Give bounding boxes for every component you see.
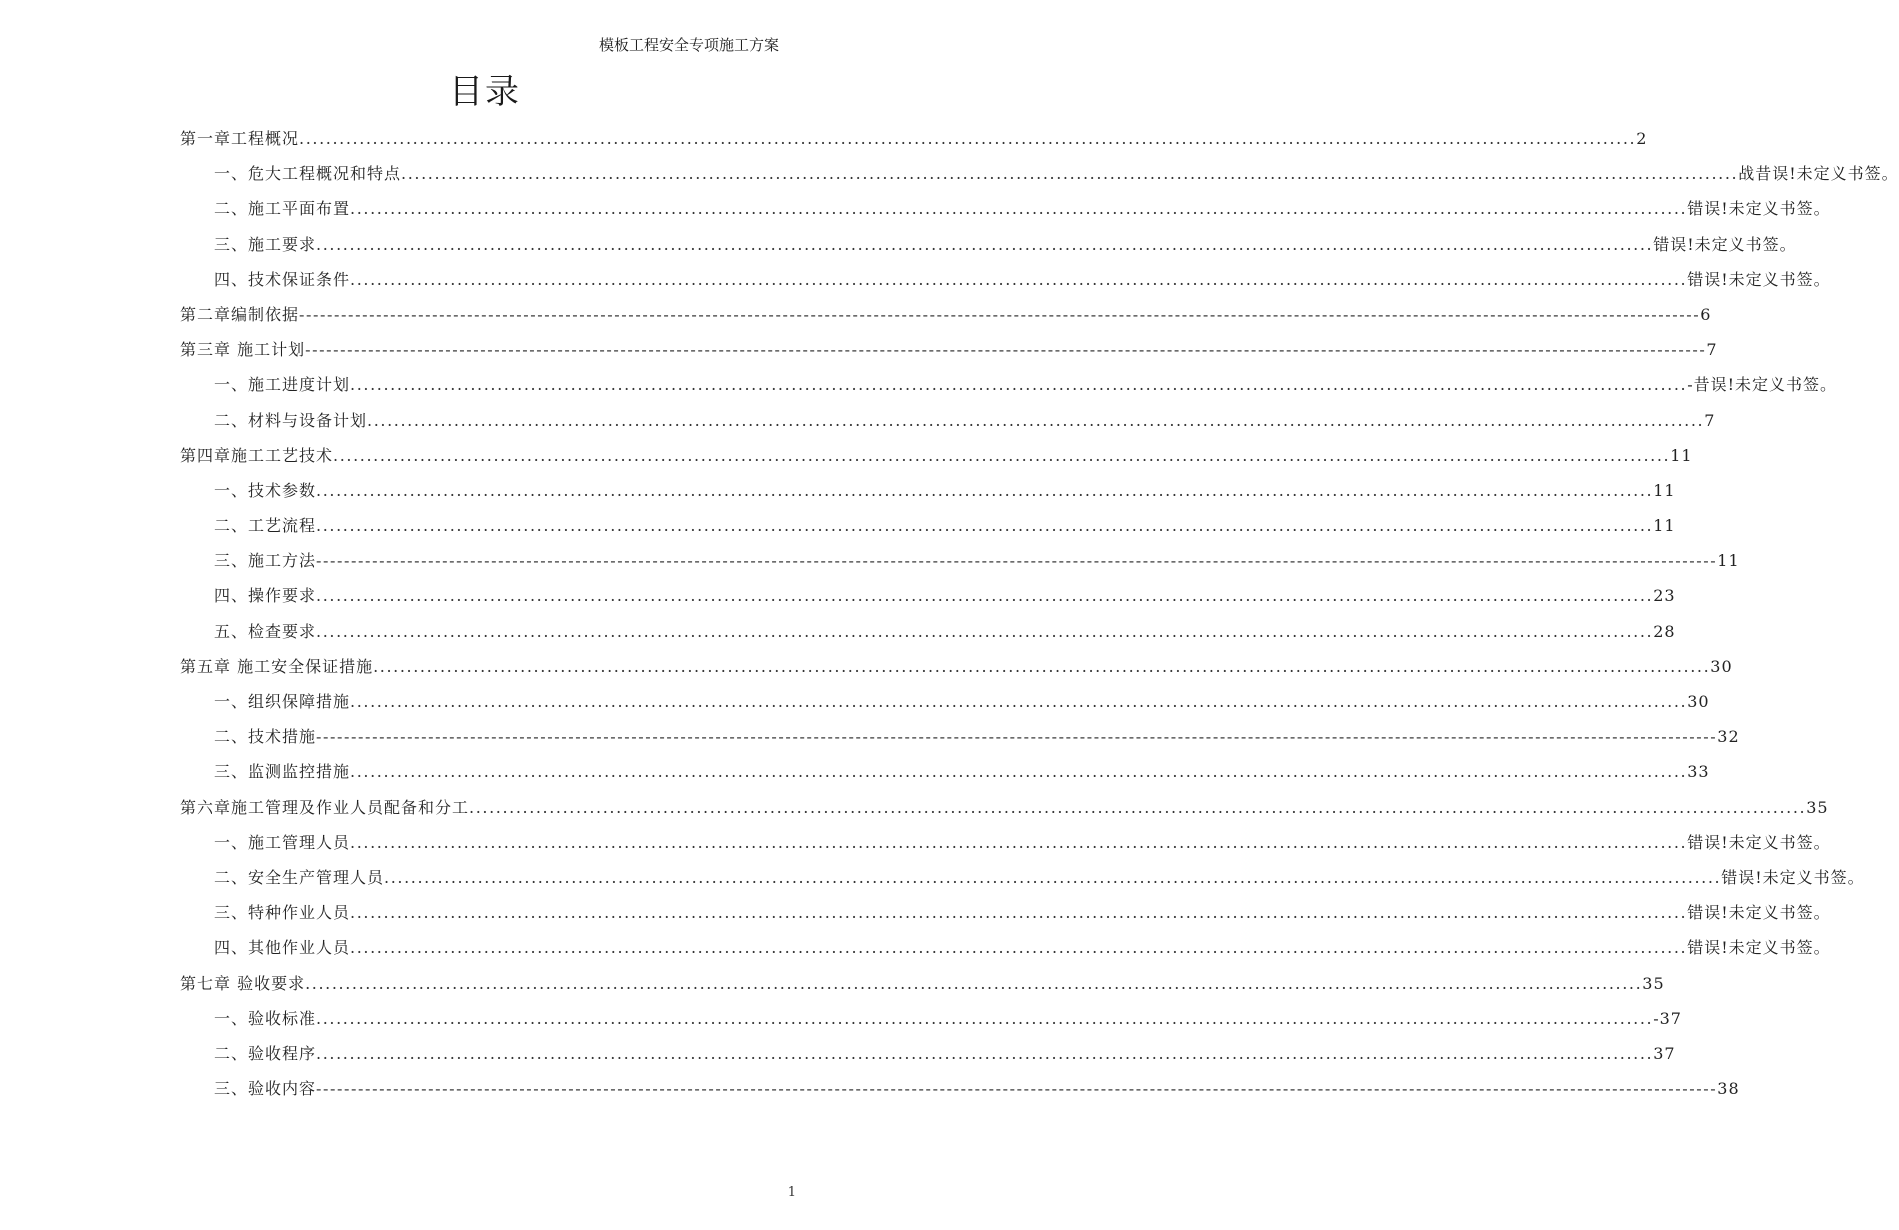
toc-entry[interactable] [180,156,1899,191]
toc-dot-leader: ........................................................................................................................................................................................................ [316,621,1654,641]
toc-entry[interactable] [180,332,1718,367]
toc-entry[interactable] [180,403,1716,438]
toc-entry-label: 二、技术措施 [214,727,317,747]
toc-entry[interactable] [180,438,1693,473]
toc-entry[interactable] [180,262,1831,297]
toc-entry[interactable] [180,614,1676,649]
toc-entry-label: 一、危大工程概况和特点 [214,164,402,184]
toc-entry-label: 三、施工要求 [214,234,317,254]
toc-entry-page: 7 [1704,410,1716,430]
toc-entry-page: 35 [1806,797,1829,817]
toc-entry-page: 30 [1710,656,1733,676]
toc-dot-leader: ........................................................................................................................................................................................................ [373,656,1711,676]
toc-dot-leader: ........................................................................................................................................................................................................ [350,832,1688,852]
toc-entry[interactable] [180,649,1733,684]
toc-entry[interactable] [180,543,1740,578]
table-of-contents [180,121,1899,1106]
toc-dot-leader: ........................................................................................................................................................................................................ [299,129,1637,148]
toc-dot-leader: ........................................................................................................................................................................................................ [316,1043,1654,1063]
toc-entry-label: 一、施工进度计划 [214,375,351,395]
toc-dot-leader: ........................................................................................................................................................................................................ [401,164,1739,184]
toc-dot-leader: ........................................................................................................................................................................................................ [350,938,1688,958]
toc-entry[interactable] [180,684,1710,719]
toc-entry-label: 一、验收标准 [214,1008,317,1028]
toc-dot-leader: ........................................................................................................................................................................................................ [316,234,1654,254]
toc-entry[interactable] [180,367,1838,402]
toc-dot-leader: ........................................................................................................................................................................................................ [367,410,1705,430]
toc-dot-leader: ........................................................................................................................................................................................................ [350,269,1688,289]
toc-entry[interactable] [180,754,1710,789]
toc-entry-page: 32 [1717,727,1740,747]
toc-entry-page: 错误!未定义书签。 [1653,234,1797,254]
toc-entry[interactable] [180,508,1676,543]
toc-entry[interactable] [180,895,1831,930]
page-title: 目录 [449,72,521,112]
toc-entry-label: 第七章 验收要求 [180,973,306,993]
toc-dot-leader: ........................................................................................................................................................................................................ [350,762,1688,782]
toc-dot-leader: ........................................................................................................................................................................................................ [469,797,1807,817]
toc-entry[interactable] [180,930,1831,965]
toc-entry[interactable] [180,1001,1682,1036]
toc-entry-page: 错误!未定义书签。 [1721,867,1865,887]
toc-dash-leader: -------------------------------------------------------------------------------------------------------------------------------------------------------------------------------------------------------- [316,727,1718,747]
toc-entry-page: 37 [1653,1043,1676,1063]
toc-entry-page: -37 [1653,1008,1682,1028]
toc-entry-label: 三、特种作业人员 [214,903,351,923]
toc-entry-page: 6 [1700,304,1712,324]
toc-entry-page: 35 [1642,973,1665,993]
toc-dash-leader: -------------------------------------------------------------------------------------------------------------------------------------------------------------------------------------------------------- [316,551,1718,571]
toc-entry-page: 2 [1636,129,1648,148]
toc-entry-page: 11 [1670,445,1693,465]
toc-entry-label: 四、其他作业人员 [214,938,351,958]
toc-dot-leader: ........................................................................................................................................................................................................ [350,375,1688,395]
toc-entry-label: 一、施工管理人员 [214,832,351,852]
toc-dot-leader: ........................................................................................................................................................................................................ [384,867,1722,887]
toc-entry-label: 第一章工程概况 [180,129,300,148]
toc-entry-page: 11 [1717,551,1740,571]
toc-dash-leader: -------------------------------------------------------------------------------------------------------------------------------------------------------------------------------------------------------- [299,304,1701,324]
toc-entry[interactable] [180,790,1829,825]
toc-entry-page: -昔误!未定义书签。 [1687,375,1838,395]
toc-entry-page: 错误!未定义书签。 [1687,832,1831,852]
toc-entry[interactable] [180,860,1865,895]
page-number: 1 [787,1185,796,1200]
toc-entry-label: 二、验收程序 [214,1043,317,1063]
toc-entry-label: 第五章 施工安全保证措施 [180,656,374,676]
toc-entry-page: 错误!未定义书签。 [1687,269,1831,289]
toc-entry[interactable] [180,191,1831,226]
toc-dot-leader: ........................................................................................................................................................................................................ [316,1008,1654,1028]
toc-entry-page: 战昔误!未定义书签。 [1738,164,1899,184]
toc-dash-leader: -------------------------------------------------------------------------------------------------------------------------------------------------------------------------------------------------------- [305,340,1707,360]
toc-entry-label: 一、组织保障措施 [214,692,351,711]
toc-entry-label: 三、验收内容 [214,1079,317,1099]
toc-entry-page: 错误!未定义书签。 [1687,199,1831,219]
toc-entry[interactable] [180,719,1740,754]
toc-dot-leader: ........................................................................................................................................................................................................ [316,586,1654,606]
toc-entry[interactable] [180,825,1831,860]
toc-entry-label: 二、工艺流程 [214,516,317,536]
toc-entry-page: 11 [1653,480,1676,500]
toc-entry-label: 二、施工平面布置 [214,199,351,219]
toc-entry[interactable] [180,578,1676,613]
toc-entry-label: 二、材料与设备计划 [214,410,368,430]
toc-entry-label: 四、操作要求 [214,586,317,606]
toc-entry[interactable] [180,1071,1740,1106]
toc-entry[interactable] [180,121,1648,156]
toc-entry-page: 错误!未定义书签。 [1687,903,1831,923]
toc-entry[interactable] [180,227,1797,262]
toc-entry[interactable] [180,1036,1676,1071]
toc-dot-leader: ........................................................................................................................................................................................................ [350,199,1688,219]
toc-entry-page: 28 [1653,621,1676,641]
toc-entry-label: 五、检查要求 [214,621,317,641]
toc-dot-leader: ........................................................................................................................................................................................................ [350,903,1688,923]
toc-dot-leader: ........................................................................................................................................................................................................ [316,480,1654,500]
toc-entry-label: 二、安全生产管理人员 [214,867,385,887]
toc-entry-page: 33 [1687,762,1710,782]
running-header: 模板工程安全专项施工方案 [599,36,780,54]
toc-entry-page: 23 [1653,586,1676,606]
toc-entry-label: 第三章 施工计划 [180,340,306,360]
toc-entry-label: 第四章施工工艺技术 [180,445,334,465]
toc-entry-label: 第六章施工管理及作业人员配备和分工 [180,797,470,817]
toc-dot-leader: ........................................................................................................................................................................................................ [333,445,1671,465]
toc-dot-leader: ........................................................................................................................................................................................................ [316,516,1654,536]
toc-entry-label: 一、技术参数 [214,480,317,500]
toc-entry-label: 三、施工方法 [214,551,317,571]
toc-dot-leader: ........................................................................................................................................................................................................ [350,692,1688,711]
toc-entry[interactable] [180,966,1665,1001]
toc-entry-label: 四、技术保证条件 [214,269,351,289]
toc-entry-page: 30 [1687,692,1710,711]
toc-entry-page: 错误!未定义书签。 [1687,938,1831,958]
toc-entry-page: 7 [1706,340,1718,360]
toc-dot-leader: ........................................................................................................................................................................................................ [305,973,1643,993]
toc-dash-leader: -------------------------------------------------------------------------------------------------------------------------------------------------------------------------------------------------------- [316,1079,1718,1099]
toc-entry[interactable] [180,473,1676,508]
toc-entry[interactable] [180,297,1712,332]
toc-entry-label: 三、监测监控措施 [214,762,351,782]
toc-entry-label: 第二章编制依据 [180,304,300,324]
toc-entry-page: 11 [1653,516,1676,536]
toc-entry-page: 38 [1717,1079,1740,1099]
